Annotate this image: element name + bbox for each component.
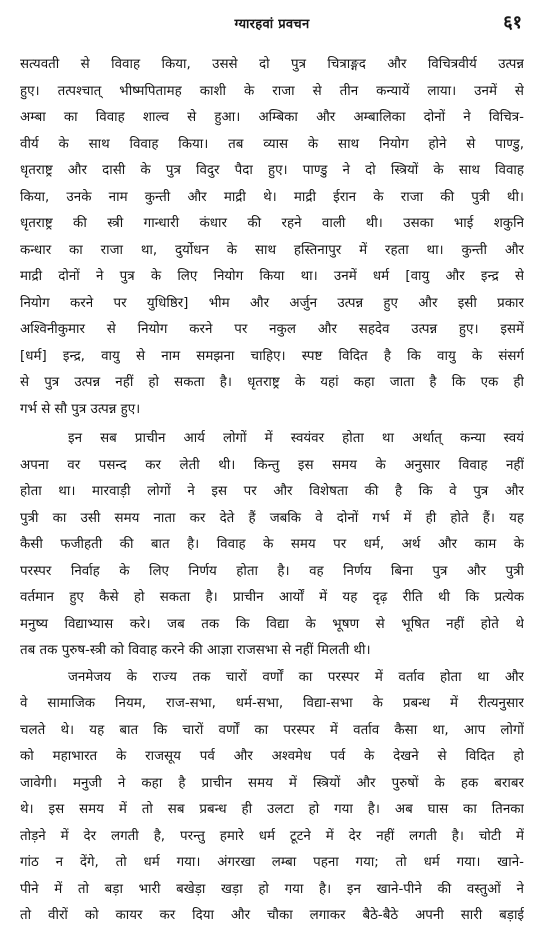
text-line: को महाभारत के राजसूय पर्व और अश्वमेध पर्व के देखने से विदित हो <box>20 749 524 764</box>
text-line: कैसी फजीहती की बात है। विवाह के समय पर धर्म, अर्थ और काम के <box>20 537 524 552</box>
text-line: तब तक पुरुष-स्त्री को विवाह करने की आज्ञा राजसभा से नहीं मिलती थी। <box>20 643 371 658</box>
text-line: पीने में तो बड़ा भारी बखेड़ा खड़ा हो गया है। इन खाने-पीने की वस्तुओं ने <box>20 881 524 897</box>
text-line: तोड़ने में देर लगती है, परन्तु हमारे धर्म टूटने में देर नहीं लगती है। चोटी में <box>20 828 524 844</box>
text-line: अश्विनीकुमार से नियोग करने पर नकुल और सहदेव उत्पन्न हुए। इसमें <box>20 322 524 337</box>
text-line: गांठ न देंगे, तो धर्म गया। अंगरखा लम्बा पहना गया; तो धर्म गया। खाने- <box>20 855 524 870</box>
text-line: वे सामाजिक नियम, राज-सभा, धर्म-सभा, विद्या-सभा के प्रबन्ध में रीत्यनुसार <box>20 696 524 711</box>
text-line: वीर्य के साथ विवाह किया। तब व्यास के साथ नियोग होने से पाण्डु, <box>20 136 524 152</box>
text-line: अम्बा का विवाह शाल्व से हुआ। अम्बिका और अम्बालिका दोनों ने विचित्र- <box>20 110 524 125</box>
text-line: होता था। मारवाड़ी लोगों ने इस पर और विशेषता की है कि वे पुत्र और <box>20 484 524 499</box>
text-line: जावेगी। मनुजी ने कहा है प्राचीन समय में स्त्रियों और पुरुषों के हक बराबर <box>20 775 524 791</box>
text-line: गर्भ से सौ पुत्र उत्पन्न हुए। <box>20 401 141 417</box>
paragraph-2 <box>20 426 524 665</box>
text-line: [धर्म] इन्द्र, वायु से नाम समझना चाहिए। स्पष्ट विदित है कि वायु के संसर्ग <box>20 348 524 364</box>
body-text <box>20 52 524 930</box>
text-line: कन्धार का राजा था, दुर्योधन के साथ हस्तिनापुर में रहता था। कुन्ती और <box>20 242 524 258</box>
text-line: तो वीरों को कायर कर दिया और चौका लगाकर बैठे-बैठे अपनी सारी बड़ाई <box>20 908 524 923</box>
text-line: परस्पर निर्वाह के लिए निर्णय होता है। वह निर्णय बिना पुत्र और पुत्री <box>20 563 524 579</box>
running-title: ग्यारहवां प्रवचन <box>234 17 310 32</box>
text-line: माद्री दोनों ने पुत्र के लिए नियोग किया था। उनमें धर्म [वायु और इन्द्र से <box>20 269 524 284</box>
text-line: मनुष्य विद्याभ्यास करे। जब तक कि विद्या के भूषण से भूषित नहीं होते थे <box>20 616 524 632</box>
page-number: ६१ <box>503 12 522 33</box>
text-line: सत्यवती से विवाह किया, उससे दो पुत्र चित्राङ्गद और विचित्रवीर्य उत्पन्न <box>20 57 524 72</box>
page-header <box>20 8 524 36</box>
text-line: धृतराष्ट्र की स्त्री गान्धारी कंधार की रहने वाली थी। उसका भाई शकुनि <box>20 216 524 231</box>
paragraph-3 <box>20 665 524 930</box>
text-line: धृतराष्ट्र और दासी के पुत्र विदुर पैदा हुए। पाण्डु ने दो स्त्रियों के साथ विवाह <box>20 163 524 178</box>
text-line: पुत्री का उसी समय नाता कर देते हैं जबकि वे दोनों गर्भ में ही होते हैं। यह <box>20 510 524 526</box>
text-line: चलते थे। यह बात कि चारों वर्णों का परस्पर में वर्ताव कैसा था, आप लोगों <box>20 722 524 738</box>
text-line: जनमेजय के राज्य तक चारों वर्णों का परस्पर में वर्ताव होता था और <box>68 669 524 685</box>
text-line: हुए। तत्पश्चात् भीष्मपितामह काशी के राजा से तीन कन्यायें लाया। उनमें से <box>20 83 524 99</box>
paragraph-1 <box>20 52 524 423</box>
text-line: वर्तमान हुए कैसे हो सकता है। प्राचीन आर्यों में यह दृढ़ रीति थी कि प्रत्येक <box>20 590 524 605</box>
text-line: से पुत्र उत्पन्न नहीं हो सकता है। धृतराष्ट्र के यहां कहा जाता है कि एक ही <box>20 375 524 390</box>
text-line: अपना वर पसन्द कर लेती थी। किन्तु इस समय के अनुसार विवाह नहीं <box>20 457 524 473</box>
text-line: नियोग करने पर युधिष्ठिर] भीम और अर्जुन उत्पन्न हुए और इसी प्रकार <box>20 295 524 311</box>
text-line: इन सब प्राचीन आर्य लोगों में स्वयंवर होता था अर्थात् कन्या स्वयं <box>68 431 524 446</box>
text-line: किया, उनके नाम कुन्ती और माद्री थे। माद्री ईरान के राजा की पुत्री थी। <box>20 189 524 205</box>
text-line: थे। इस समय में तो सब प्रबन्ध ही उलटा हो गया है। अब घास का तिनका <box>20 802 524 817</box>
